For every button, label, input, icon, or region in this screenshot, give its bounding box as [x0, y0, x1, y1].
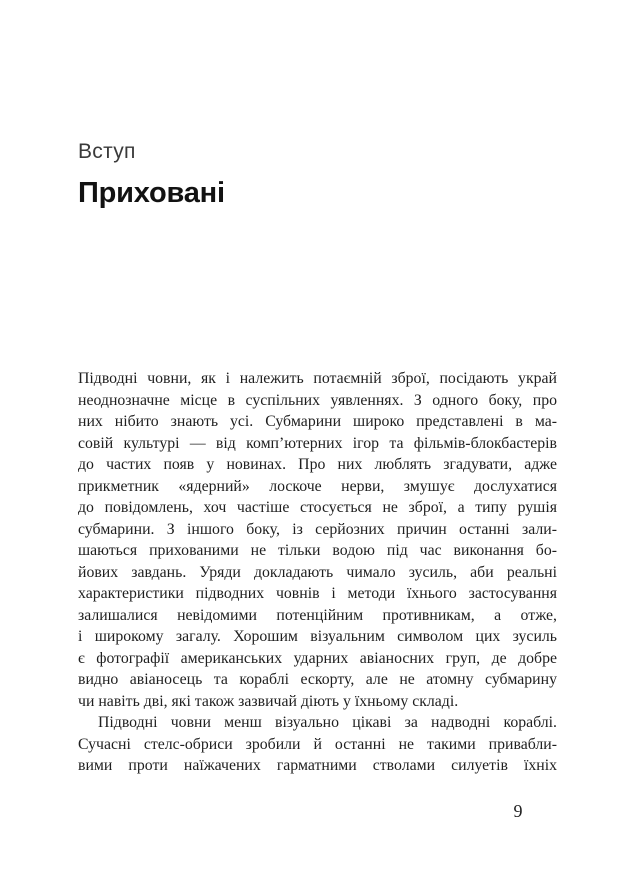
chapter-header — [78, 140, 558, 228]
text-line: чи навіть дві, які також зазвичай діють у їхньому складі. — [78, 692, 459, 710]
text-line: і широкому загалу. Хорошим візуальним символом цих зусиль — [78, 628, 557, 645]
text-line: них нібито знають усі. Субмарини широко представлені в ма- — [78, 413, 557, 430]
chapter-kicker: Вступ — [78, 140, 136, 163]
text-line: Підводні човни менш візуально цікаві за надводні кораблі. — [98, 714, 557, 731]
text-line: шаються прихованими не тільки водою під час виконання бо- — [78, 542, 557, 559]
text-line: залишалися невідомими потенційним противникам, а отже, — [78, 606, 557, 624]
text-line: до повідомлень, хоч частіше стосується не зброї, а типу рушія — [78, 499, 557, 516]
page-number: 9 — [513, 801, 523, 821]
text-line: йових завдань. Уряди докладають чимало зусиль, аби реальні — [78, 563, 557, 581]
text-line: Підводні човни, як і належить потаємній зброї, посідають украй — [78, 370, 557, 387]
text-line: Сучасні стелс-обриси зробили й останні не такими привабли- — [78, 735, 557, 753]
text-line: прикметник «ядерний» лоскоче нерви, змушує дослухатися — [78, 477, 557, 495]
text-line: є фотографії американських ударних авіаносних груп, де добре — [78, 649, 557, 667]
text-line: видно авіаносець та кораблі ескорту, але не атомну субмарину — [78, 671, 557, 688]
text-line: субмарини. З іншого боку, із серйозних причин останні зали- — [78, 520, 557, 538]
body-text — [78, 368, 557, 777]
text-line: совій культурі — від комп’ютерних ігор та фільмів-блокбастерів — [78, 434, 557, 452]
chapter-title: Приховані — [78, 177, 225, 209]
text-line: вими проти наїжачених гарматними стволами силуетів їхніх — [78, 757, 557, 774]
text-line: характеристики підводних човнів і методи їхнього застосування — [78, 585, 557, 602]
text-line: неоднозначне місце в суспільних уявленнях. З одного боку, про — [78, 391, 557, 409]
text-line: до частих появ у новинах. Про них люблять згадувати, адже — [78, 456, 557, 473]
